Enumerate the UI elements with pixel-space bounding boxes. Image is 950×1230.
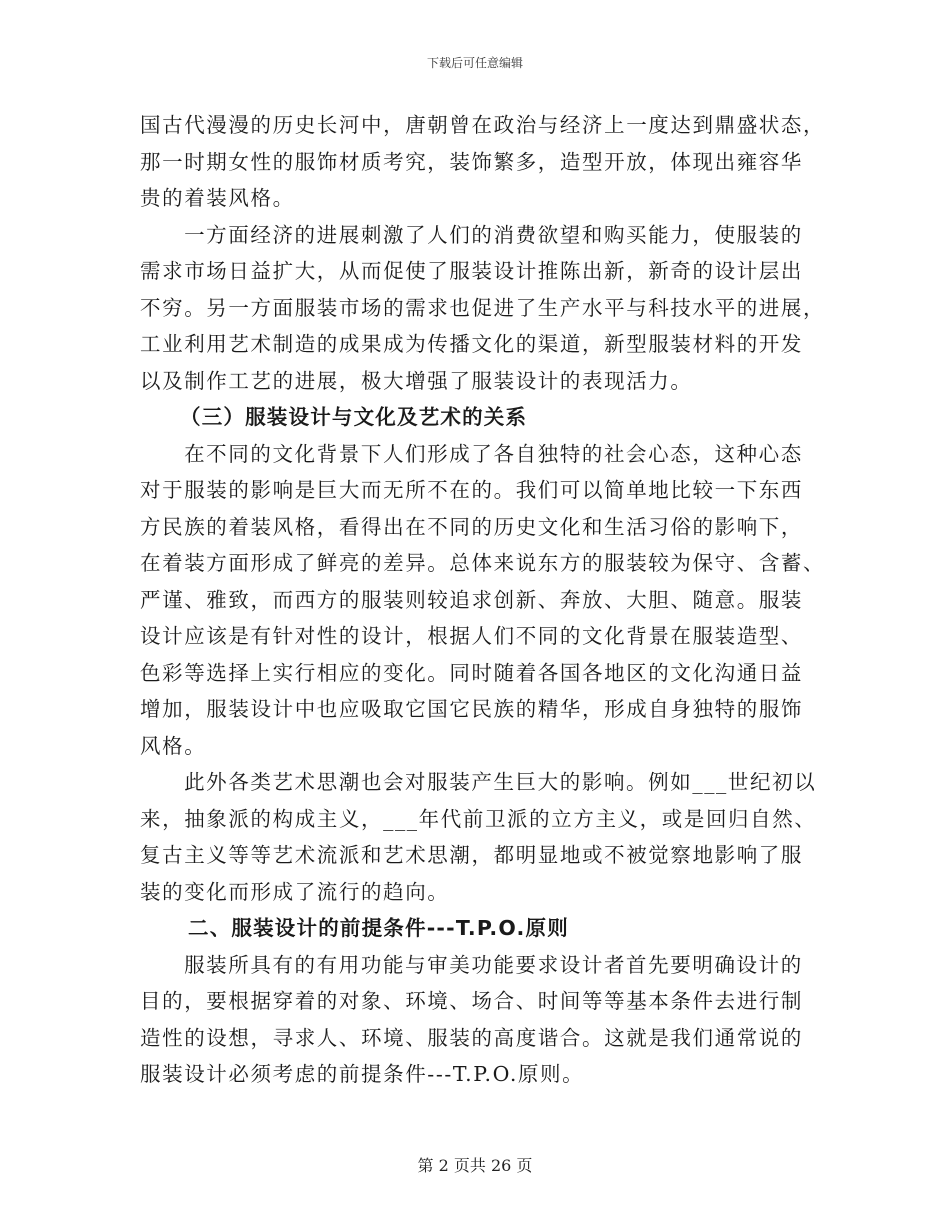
paragraph-art-trends <box>140 764 820 910</box>
text-line: 造性的设想，寻求人、环境、服装的高度谐合。这就是我们通常说的 <box>140 1025 803 1050</box>
page-number: 第 2 页共 26 页 <box>417 1156 533 1175</box>
text-line: 工业利用艺术制造的成果成为传播文化的渠道，新型服装材料的开发 <box>140 332 803 356</box>
page-header: 下载后可任意编辑 <box>426 56 523 70</box>
text-line: 服装所具有的有用功能与审美功能要求设计者首先要明确设计的 <box>184 952 803 977</box>
text-line: 对于服装的影响是巨大而无所不在的。我们可以简单地比较一下东西 <box>140 478 803 502</box>
text-line: 装的变化而形成了流行的趋向。 <box>140 879 450 904</box>
text-line: 需求市场日益扩大，从而促使了服装设计推陈出新，新奇的设计层出 <box>140 259 803 283</box>
text-line: 方民族的着装风格，看得出在不同的历史文化和生活习俗的影响下， <box>140 514 803 539</box>
text-line: 服装设计必须考虑的前提条件---T.P.O.原则。 <box>140 1062 585 1086</box>
text-line: 在着装方面形成了鲜亮的差异。总体来说东方的服装较为保守、含蓄、 <box>140 551 826 575</box>
text-line: 国古代漫漫的历史长河中，唐朝曾在政治与经济上一度达到鼎盛状态， <box>140 113 826 137</box>
text-line: 那一时期女性的服饰材质考究，装饰繁多，造型开放，体现出雍容华 <box>140 149 803 174</box>
text-line: 一方面经济的进展刺激了人们的消费欲望和购买能力，使服装的 <box>184 222 803 247</box>
text-line: 目的，要根据穿着的对象、环境、场合、时间等等基本条件去进行制 <box>140 989 803 1013</box>
section-heading-culture-art: （三）服装设计与文化及艺术的关系 <box>180 405 528 429</box>
text-line: 此外各类艺术思潮也会对服装产生巨大的影响。例如___世纪初以 <box>184 770 817 794</box>
paragraph-tpo-principle <box>140 947 820 1093</box>
text-line: 严谨、雅致，而西方的服装则较追求创新、奔放、大胆、随意。服装 <box>140 587 803 612</box>
section-heading-tpo: 二、服装设计的前提条件---T.P.O.原则 <box>188 916 569 940</box>
text-line: 增加，服装设计中也应吸取它国它民族的精华，形成自身独特的服饰 <box>140 697 803 721</box>
text-line: 贵的着装风格。 <box>140 186 295 210</box>
text-line: 来，抽象派的构成主义，___年代前卫派的立方主义，或是回归自然、 <box>140 806 817 831</box>
paragraph-tang-dynasty <box>140 107 826 217</box>
paragraph-culture <box>140 436 826 765</box>
document-body <box>140 107 826 1093</box>
paragraph-economy <box>140 217 826 400</box>
text-line: 以及制作工艺的进展，极大增强了服装设计的表现活力。 <box>140 368 693 393</box>
text-line: 不穷。另一方面服装市场的需求也促进了生产水平与科技水平的进展， <box>140 295 826 320</box>
text-line: 设计应该是有针对性的设计，根据人们不同的文化背景在服装造型、 <box>140 624 803 648</box>
text-line: 色彩等选择上实行相应的变化。同时随着各国各地区的文化沟通日益 <box>140 660 803 685</box>
text-line: 风格。 <box>140 733 207 758</box>
text-line: 复古主义等等艺术流派和艺术思潮，都明显地或不被觉察地影响了服 <box>140 843 803 867</box>
text-line: 在不同的文化背景下人们形成了各自独特的社会心态，这种心态 <box>184 441 803 466</box>
